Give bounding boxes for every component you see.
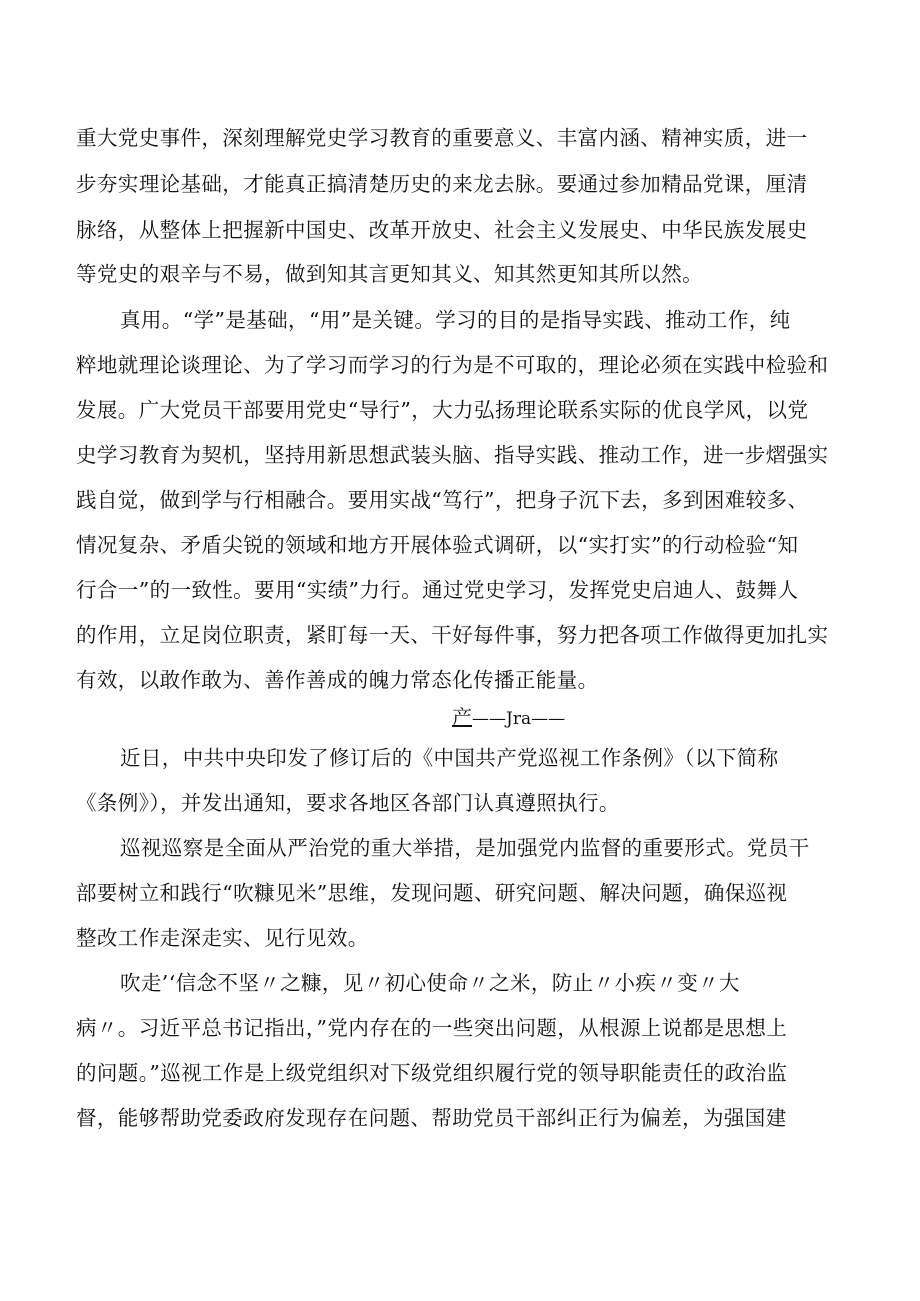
paragraph-4-line: 整改工作走深走实、见行见效。 (76, 926, 369, 950)
paragraph-4-line: 巡视巡察是全面从严治党的重大举措，是加强党内监督的重要形式。党员干 (120, 836, 810, 860)
paragraph-4-line: 部要树立和践行“吹糠见米”思维，发现问题、研究问题、解决问题，确保巡视 (76, 881, 788, 905)
paragraph-2-line: 的作用，立足岗位职责，紧盯每一天、干好每件事，努力把各项工作做得更加扎实 (76, 623, 829, 647)
paragraph-2-line: 粹地就理论谈理论、为了学习而学习的行为是不可取的，理论必须在实践中检验和 (76, 353, 829, 377)
paragraph-5-line: 的问题。”巡视工作是上级党组织对下级党组织履行党的领导职能责任的政治监 (76, 1061, 788, 1085)
paragraph-1-line: 重大党史事件，深刻理解党史学习教育的重要意义、丰富内涵、精神实质，进一 (76, 126, 808, 150)
paragraph-2-line: 践自觉，做到学与行相融合。要用实战“笃行”，把身子沉下去，多到困难较多、 (76, 488, 809, 512)
paragraph-2-line: 史学习教育为契机，坚持用新思想武装头脑、指导实践、推动工作，进一步熠强实 (76, 443, 829, 467)
paragraph-3-line: 近日，中共中央印发了修订后的《中国共产党巡视工作条例》（以下简称 (120, 746, 779, 770)
paragraph-1-line: 等党史的艰辛与不易，做到知其言更知其义、知其然更知其所以然。 (76, 262, 703, 286)
section-divider (452, 704, 565, 732)
paragraph-2-line: 情况复杂、矛盾尖锐的领域和地方开展体验式调研，以“实打实”的行动检验“知 (76, 533, 799, 557)
paragraph-2-line: 行合一”的一致性。要用“实绩”力行。通过党史学习，发挥党史启迪人、鼓舞人 (76, 578, 799, 602)
paragraph-5-line: 病〃。习近平总书记指出，”党内存在的一些突出问题，从根源上说都是思想上 (76, 1016, 788, 1040)
paragraph-5-line: 督，能够帮助党委政府发现存在问题、帮助党员干部纠正行为偏差，为强国建 (76, 1106, 787, 1130)
paragraph-2-line: 有效，以敢作敢为、善作善成的魄力常态化传播正能量。 (76, 668, 599, 692)
divider-mark: 产 (452, 705, 472, 729)
paragraph-5-line: 吹走’‘信念不坚〃之糠，见〃初心使命〃之米，防止〃小疾〃变〃大 (120, 971, 740, 995)
paragraph-2-line: 真用。“学”是基础，“用”是关键。学习的目的是指导实践、推动工作，纯 (120, 308, 791, 332)
paragraph-1-line: 脉络，从整体上把握新中国史、改革开放史、社会主义发展史、中华民族发展史 (76, 218, 808, 242)
divider-text: ——Jra—— (472, 709, 566, 729)
paragraph-2-line: 发展。广大党员干部要用党史“导行”，大力弘扬理论联系实际的优良学风，以党 (76, 398, 809, 422)
paragraph-3-line: 《条例》），并发出通知，要求各地区各部门认真遵照执行。 (76, 791, 620, 815)
paragraph-1-line: 步夯实理论基础，才能真正搞清楚历史的来龙去脉。要通过参加精品党课，厘清 (76, 172, 808, 196)
